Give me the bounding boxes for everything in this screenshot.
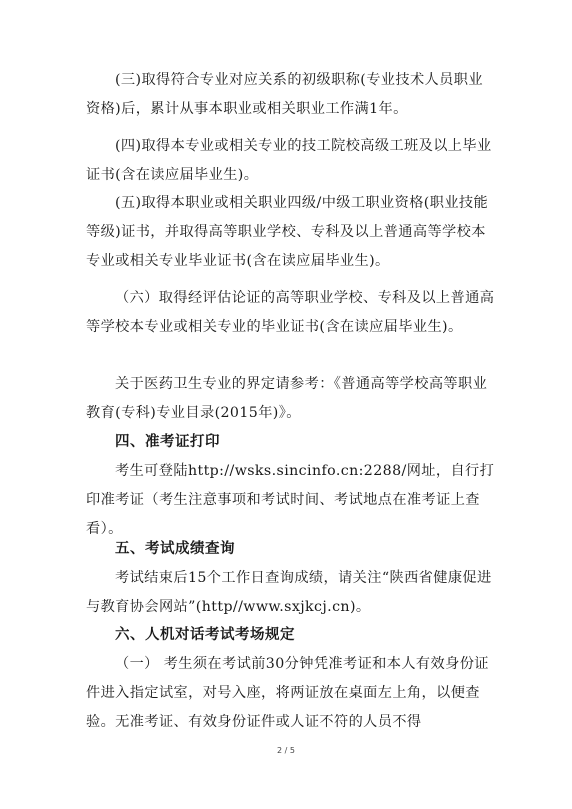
page-number: 2 / 5 [277, 746, 295, 755]
paragraph-item-4 [86, 132, 496, 190]
paragraph-text: （六）取得经评估论证的高等职业学校、专科及以上普通高等学校本专业或相关专业的毕业证书(含在读应届毕业生)。 [86, 290, 495, 335]
paragraph-text: 关于医药卫生专业的界定请参考：《普通高等学校高等职业教育(专科)专业目录(2015年)》。 [86, 376, 488, 421]
section-body: 考试结束后15个工作日查询成绩，请关注“陕西省健康促进与教育协会网站”(http//www.sxjkcj.cn)。 [86, 570, 492, 615]
paragraph-item-3 [86, 66, 496, 124]
section-exam-rules [86, 621, 496, 737]
section-body: （一） 考生须在考试前30分钟凭准考证和本人有效身份证件进入指定试室，对号入座，将两证放在桌面左上角，以便查验。无准考证、有效身份证件或人证不符的人员不得 [86, 656, 489, 730]
paragraph-text: (四)取得本专业或相关专业的技工院校高级工班及以上毕业证书(含在读应届毕业生)。 [86, 138, 492, 183]
paragraph-item-5 [86, 189, 496, 276]
paragraph-item-6 [86, 284, 496, 342]
section-heading: 五、考试成绩查询 [115, 541, 235, 557]
paragraph-text: (五)取得本职业或相关职业四级/中级工职业资格(职业技能等级)证书，并取得高等职业学校、专科及以上普通高等学校本专业或相关专业毕业证书(含在读应届毕业生)。 [86, 195, 489, 269]
section-heading: 六、人机对话考试考场规定 [115, 627, 295, 643]
paragraph-text: (三)取得符合专业对应关系的初级职称(专业技术人员职业资格)后，累计从事本职业或相关职业工作满1年。 [86, 72, 483, 117]
paragraph-catalog-reference [86, 370, 496, 428]
section-score-query [86, 535, 496, 622]
section-admission-ticket [86, 428, 496, 544]
section-heading: 四、准考证打印 [115, 434, 220, 450]
section-body: 考生可登陆http://wsks.sincinfo.cn:2288/网址，自行打印准考证（考生注意事项和考试时间、考试地点在准考证上查看）。 [86, 463, 495, 537]
